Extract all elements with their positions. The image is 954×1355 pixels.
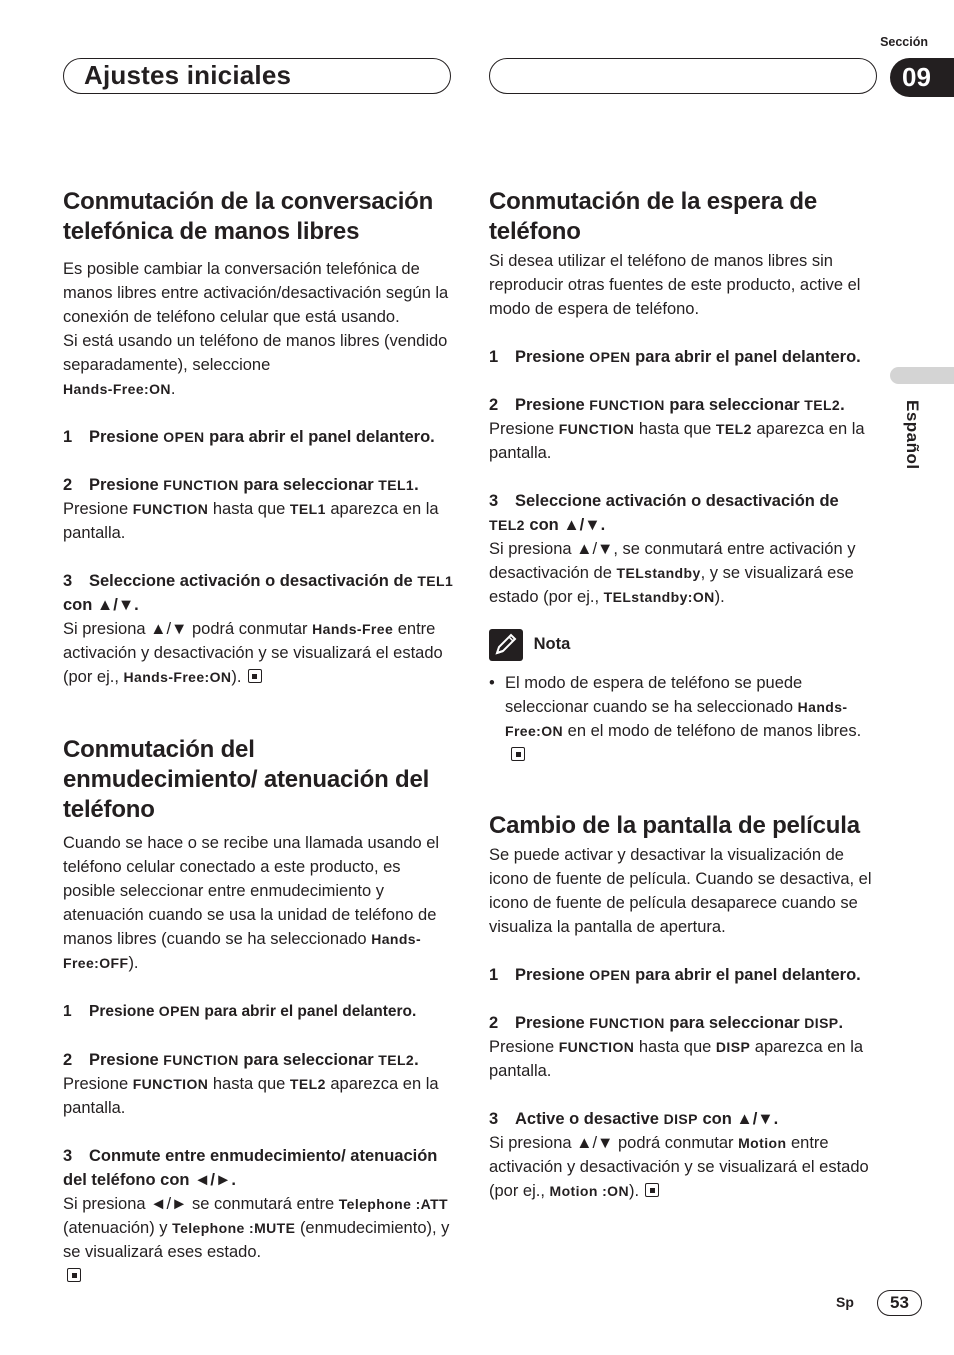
left-column bbox=[63, 187, 455, 1288]
right-column bbox=[489, 187, 879, 1203]
end-mark-icon bbox=[645, 1183, 659, 1197]
step-3: 3 Seleccione activación o desactivación de TEL1 con ▲/▼. bbox=[63, 572, 454, 614]
header-blank-box bbox=[489, 58, 877, 94]
note-label: Nota bbox=[533, 635, 571, 654]
section-heading-standby: Conmutación de la espera de teléfono bbox=[489, 188, 818, 245]
step-1: 1 Presione OPEN para abrir el panel delantero. bbox=[489, 966, 861, 984]
step-3-body: Si presiona ▲/▼, se conmutará entre activación y desactivación de TELstandby, y se visualizará ese estado (por ej., TELstandby:ON). bbox=[489, 540, 856, 606]
footer-language-abbr: Sp bbox=[836, 1294, 854, 1310]
section-label: Sección bbox=[880, 35, 928, 49]
step-3-body: Si presiona ◄/► se conmutará entre Telephone :ATT (atenuación) y Telephone :MUTE (enmudecimiento), y se visualizará eses estado. bbox=[63, 1192, 455, 1288]
step-2-body: Presione FUNCTION hasta que TEL2 aparezca en la pantalla. bbox=[489, 420, 865, 462]
end-mark-icon bbox=[511, 747, 525, 761]
section-heading-handsfree: Conmutación de la conversación telefónica de manos libres bbox=[63, 188, 434, 245]
step-3: 3 Active o desactive DISP con ▲/▼. bbox=[489, 1110, 779, 1128]
note-item: • El modo de espera de teléfono se puede seleccionar cuando se ha seleccionado Hands-Free:ON en el modo de teléfono de manos libres. bbox=[489, 671, 879, 767]
section-heading-movie-screen: Cambio de la pantalla de película bbox=[489, 812, 860, 839]
header-title-box bbox=[63, 58, 451, 94]
page-number: 53 bbox=[877, 1290, 922, 1316]
step-2: 2 Presione FUNCTION para seleccionar TEL2. bbox=[489, 396, 845, 414]
end-mark-icon bbox=[67, 1268, 81, 1282]
step-2-body: Presione FUNCTION hasta que DISP aparezca en la pantalla. bbox=[489, 1038, 864, 1080]
section-number-badge: 09 bbox=[890, 58, 954, 97]
section-heading-mute: Conmutación del enmudecimiento/ atenuación del teléfono bbox=[63, 736, 430, 823]
page-title: Ajustes iniciales bbox=[84, 60, 292, 90]
step-1: 1 Presione OPEN para abrir el panel delantero. bbox=[489, 348, 861, 366]
step-2: 2 Presione FUNCTION para seleccionar DISP. bbox=[489, 1014, 844, 1032]
step-2: 2 Presione FUNCTION para seleccionar TEL1. bbox=[63, 476, 419, 494]
step-3: 3 Conmute entre enmudecimiento/ atenuación del teléfono con ◄/►. bbox=[63, 1147, 438, 1189]
step-3-body: Si presiona ▲/▼ podrá conmutar Hands-Free entre activación y desactivación y se visualizará el estado (por ej., Hands-Free:ON). bbox=[63, 620, 443, 686]
step-1: 1 Presione OPEN para abrir el panel delantero. bbox=[63, 1003, 417, 1020]
paragraph: Si desea utilizar el teléfono de manos libres sin reproducir otras fuentes de este producto, active el modo de espera de teléfono. bbox=[489, 252, 861, 318]
paragraph: Es posible cambiar la conversación telefónica de manos libres entre activación/desactivación según la conexión de teléfono celular que está usando. Si está usando un teléfono de manos libres (vendido separadamente), seleccione Hands-Free:ON. bbox=[63, 260, 449, 398]
step-2: 2 Presione FUNCTION para seleccionar TEL2. bbox=[63, 1051, 419, 1069]
end-mark-icon bbox=[248, 669, 262, 683]
paragraph: Se puede activar y desactivar la visualización de icono de fuente de película. Cuando se desactiva, el icono de fuente de película desaparece cuando se visualiza la pantalla de apertura. bbox=[489, 846, 872, 936]
step-3: 3 Seleccione activación o desactivación de TEL2 con ▲/▼. bbox=[489, 492, 839, 534]
pencil-note-icon bbox=[489, 629, 523, 661]
step-3-body: Si presiona ▲/▼ podrá conmutar Motion entre activación y desactivación y se visualizará el estado (por ej., Motion :ON). bbox=[489, 1134, 869, 1200]
step-1: 1 Presione OPEN para abrir el panel delantero. bbox=[63, 428, 435, 446]
step-2-body: Presione FUNCTION hasta que TEL1 aparezca en la pantalla. bbox=[63, 500, 439, 542]
language-label: Español bbox=[903, 400, 922, 470]
paragraph: Cuando se hace o se recibe una llamada usando el teléfono celular conectado a este producto, es posible seleccionar entre enmudecimiento y atenuación cuando se usa la unidad de teléfono de manos libres (cuando se ha seleccionado Hands-Free:OFF). bbox=[63, 834, 440, 972]
language-tab-bar bbox=[890, 367, 954, 384]
step-2-body: Presione FUNCTION hasta que TEL2 aparezca en la pantalla. bbox=[63, 1075, 439, 1117]
note-header bbox=[489, 629, 879, 661]
